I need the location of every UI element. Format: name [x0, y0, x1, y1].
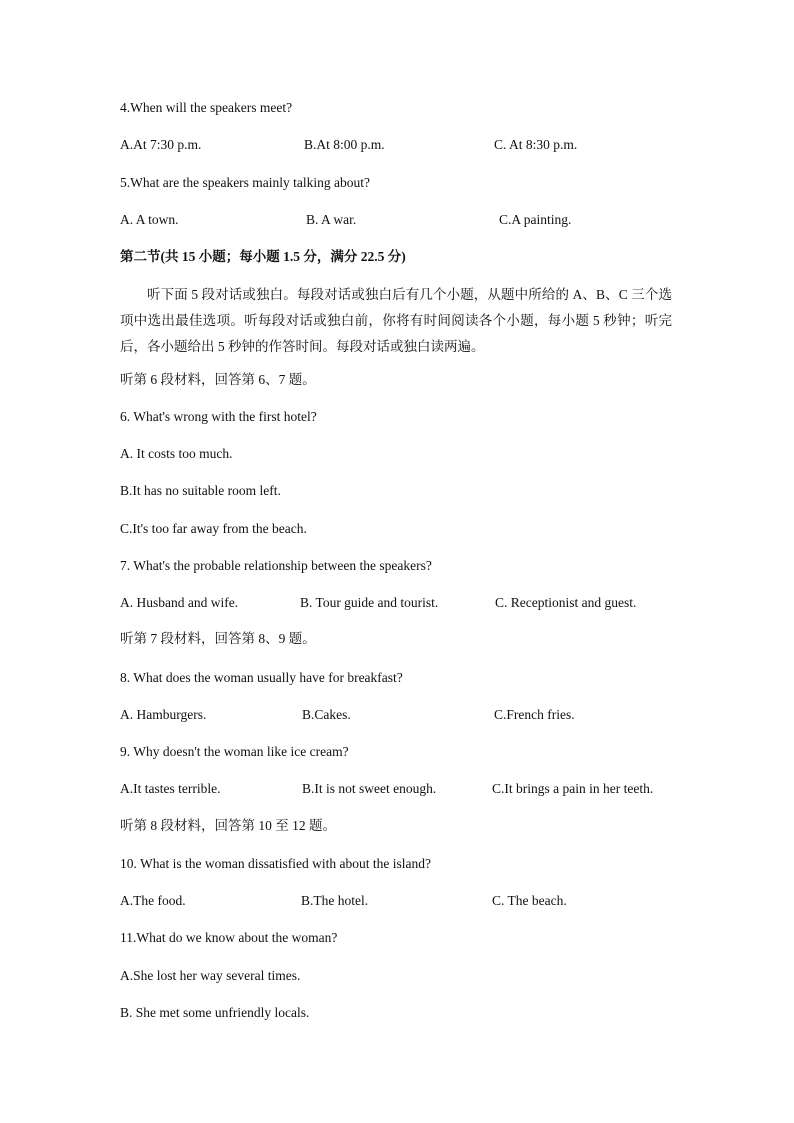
material-6-heading: 听第 6 段材料，回答第 6、7 题。	[120, 372, 316, 387]
option-b: B. A war.	[306, 212, 357, 227]
option-c: C. At 8:30 p.m.	[494, 137, 578, 152]
question-11-option-a: A.She lost her way several times.	[120, 968, 301, 983]
question-9-options	[0, 780, 794, 798]
option-c: C.A painting.	[499, 212, 572, 227]
option-c: C. The beach.	[492, 893, 567, 908]
option-a: A.It tastes terrible.	[120, 781, 221, 796]
question-6-stem: 6. What's wrong with the first hotel?	[120, 409, 317, 424]
question-10-options	[0, 892, 794, 910]
question-8-options	[0, 706, 794, 724]
question-7-stem: 7. What's the probable relationship between the speakers?	[120, 558, 432, 573]
question-6-option-b: B.It has no suitable room left.	[120, 483, 281, 498]
question-5-options	[0, 211, 794, 229]
question-11-option-b: B. She met some unfriendly locals.	[120, 1005, 310, 1020]
question-10-stem: 10. What is the woman dissatisfied with about the island?	[120, 856, 431, 871]
question-5-stem: 5.What are the speakers mainly talking about?	[120, 175, 371, 190]
material-7-heading: 听第 7 段材料，回答第 8、9 题。	[120, 631, 316, 646]
option-a: A. Husband and wife.	[120, 595, 239, 610]
question-7-options	[0, 594, 794, 612]
option-a: A.At 7:30 p.m.	[120, 137, 202, 152]
option-b: B. Tour guide and tourist.	[300, 595, 439, 610]
question-4-stem: 4.When will the speakers meet?	[120, 100, 293, 115]
option-b: B.At 8:00 p.m.	[304, 137, 385, 152]
material-8-heading: 听第 8 段材料，回答第 10 至 12 题。	[120, 818, 336, 833]
option-c: C.It brings a pain in her teeth.	[492, 781, 654, 796]
option-b: B.It is not sweet enough.	[302, 781, 437, 796]
option-b: B.The hotel.	[301, 893, 369, 908]
question-4-options	[0, 136, 794, 154]
option-c: C.French fries.	[494, 707, 575, 722]
option-a: A. A town.	[120, 212, 179, 227]
option-b: B.Cakes.	[302, 707, 351, 722]
option-a: A. Hamburgers.	[120, 707, 207, 722]
section-2-instructions: 听下面 5 段对话或独白。每段对话或独白后有几个小题，从题中所给的 A、B、C 三个选项中选出最佳选项。听每段对话或独白前，你将有时间阅读各个小题，每小题 5 秒钟；听完后，各小题给出 5 秒钟的作答时间。每段对话或独白读两遍。	[120, 287, 672, 354]
question-6-option-c: C.It's too far away from the beach.	[120, 521, 307, 536]
question-9-stem: 9. Why doesn't the woman like ice cream?	[120, 744, 349, 759]
question-6-option-a: A. It costs too much.	[120, 446, 233, 461]
option-c: C. Receptionist and guest.	[495, 595, 637, 610]
section-2-heading: 第二节(共 15 小题；每小题 1.5 分，满分 22.5 分)	[120, 249, 406, 264]
question-8-stem: 8. What does the woman usually have for breakfast?	[120, 670, 403, 685]
question-11-stem: 11.What do we know about the woman?	[120, 930, 338, 945]
option-a: A.The food.	[120, 893, 186, 908]
